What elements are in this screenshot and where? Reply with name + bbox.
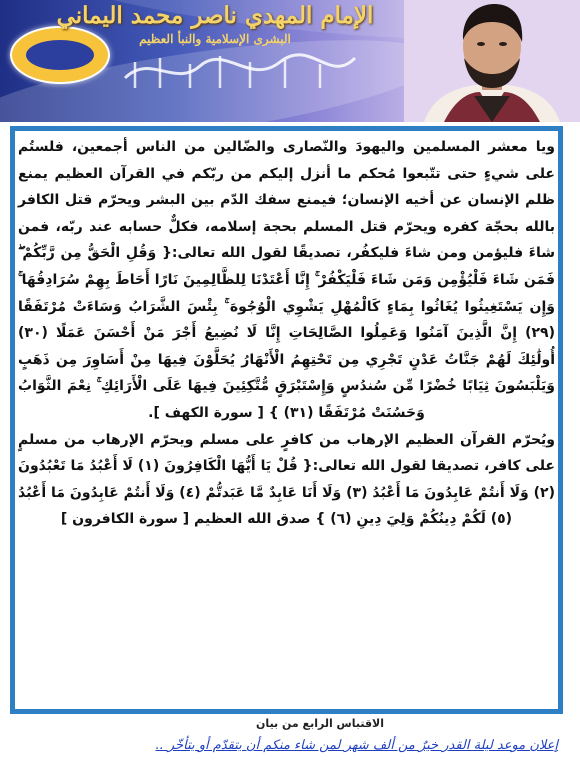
paragraph: ويُحرّم القرآن العظيم الإرهاب من كافرٍ على مسلم ويحرّم الإرهاب من مسلمٍ على كافر، تصديقا لقول الله تعالى:{ قُلْ يَا أَيُّهَا الْكَافِرُونَ (١) لَا أَعْبُدُ مَا تَعْبُدُونَ (٢) وَلَا أَنتُمْ عَابِدُونَ مَا أَعْبُدُ (٣) وَلَا أَنَا عَابِدٌ مَّا عَبَدتُّمْ (٤) وَلَا أَنتُمْ عَابِدُونَ مَا أَعْبُدُ (٥) لَكُمْ دِينُكُمْ وَلِيَ دِينِ (٦) } صدق الله العظيم [ سورة الكافرون ] [18, 431, 555, 528]
source-note: الاقتباس الرابع من بيان [256, 717, 384, 730]
paragraph: ويا معشر المسلمين واليهودَ والنّصارى والضّالين من الناس أجمعين، فلستُم على شيءٍ حتى تتّبعوا مُحكم ما أنزل إليكم من ربّكم في القرآن العظيم يمنع ظلم الإنسان عن أخيه الإنسان؛ فيمنع سفك الدّم بين البشر ويحرّم قتل الكافر بالله بحجّة كفره ويحرّم قتل المسلم بحجة إسلامه، فكلٌّ حسابه عند ربّه، فمن شاءَ فليؤمن ومن شاءَ فليكفُر، تصديقًا لقول الله تعالى:{ وَقُلِ الْحَقُّ مِن رَّبِّكُمْ ۖ فَمَن شَاءَ فَلْيُؤْمِن وَمَن شَاءَ فَلْيَكْفُرْ ۚ إِنَّا أَعْتَدْنَا لِلظَّالِمِينَ نَارًا أَحَاطَ بِهِمْ سُرَادِقُهَا ۚ وَإِن يَسْتَغِيثُوا يُغَاثُوا بِمَاءٍ كَالْمُهْلِ يَشْوِي الْوُجُوهَ ۚ بِئْسَ الشَّرَابُ وَسَاءَتْ مُرْتَفَقًا (٢٩) إِنَّ الَّذِينَ آمَنُوا وَعَمِلُوا الصَّالِحَاتِ إِنَّا لَا نُضِيعُ أَجْرَ مَنْ أَحْسَنَ عَمَلًا (٣٠) أُولَٰئِكَ لَهُمْ جَنَّاتُ عَدْنٍ تَجْرِي مِن تَحْتِهِمُ الْأَنْهَارُ يُحَلَّوْنَ فِيهَا مِنْ أَسَاوِرَ مِن ذَهَبٍ وَيَلْبَسُونَ ثِيَابًا خُضْرًا مِّن سُندُسٍ وَإِسْتَبْرَقٍ مُّتَّكِئِينَ فِيهَا عَلَى الْأَرَائِكِ ۚ نِعْمَ الثَّوَابُ وَحَسُنَتْ مُرْتَفَقًا (٣١) } [ سورة الكهف ]. [18, 139, 555, 421]
statement-text [18, 134, 555, 533]
banner-subtitle: البشرى الإسلامية والنبأ العظيم [139, 32, 291, 46]
banner-title: الإمام المهدي ناصر محمد اليماني [56, 2, 374, 29]
calligraphy-logo [120, 48, 360, 94]
header-banner [0, 0, 580, 122]
statement-link[interactable]: إعلان موعد ليلة القدر خيرٌ من ألف شهر لمن شاء منكم أن يتقدّم أو يتأخّر .. [155, 738, 558, 753]
portrait-image [404, 0, 580, 122]
